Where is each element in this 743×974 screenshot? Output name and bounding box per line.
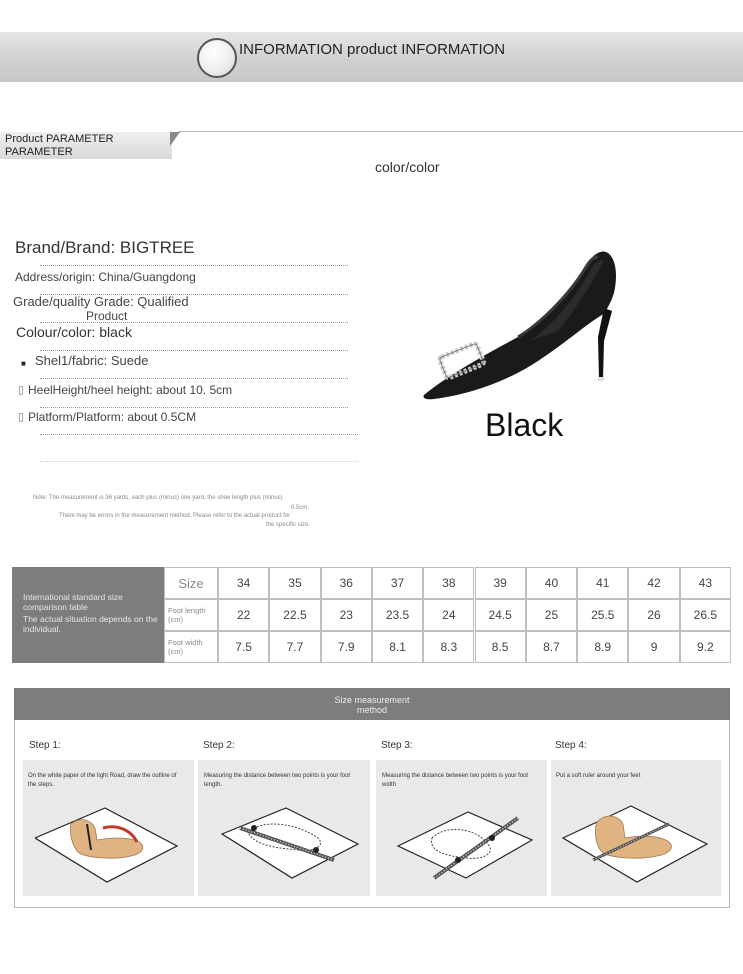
foot-circumference-measure-icon [557,794,717,889]
step-1-text: On the white paper of the light Road, draw the outline of the steps. [28,773,177,788]
spec-divider [40,461,358,462]
size-cell: 38 [423,567,474,599]
size-cell: 35 [269,567,320,599]
color-heading: color/color [375,159,440,175]
foot-outline-drawing-icon [35,794,185,889]
spec-heel-height: HeelHeight/heel height: about 10. 5cm [28,383,233,397]
step-4-text: Put a soft ruler around your feet [556,773,641,779]
foot-length-measure-icon [218,794,368,889]
foot-length-cell: 23.5 [372,599,423,631]
parameter-tab-label [5,133,114,159]
parameter-tab-corner [170,132,180,146]
spec-divider [40,378,348,379]
spec-platform: Platform/Platform: about 0.5CM [28,410,197,424]
note-line-1: Note: The measurement is 36 yards, each plus (minus) one yard, the shoe length plus (minus) [33,495,283,501]
step-2-panel [198,760,370,896]
note-line-3: There may be errors in the measurement method. Please refer to the actual product for [59,513,291,519]
foot-width-cell: 8.5 [475,631,526,663]
size-cell: 43 [680,567,731,599]
size-row-header: Size [164,567,218,599]
step-1-panel [23,760,194,896]
foot-width-cell: 7.5 [218,631,269,663]
spec-fabric: Shel1/fabric: Suede [35,353,149,368]
note-line-2: 0.5cm. [291,505,310,511]
banner-title: INFORMATION product INFORMATION [239,41,506,58]
foot-width-cell: 8.9 [577,631,628,663]
size-table-note: The actual situation depends on the individual. [23,614,158,634]
parameter-tab-line2: PARAMETER [5,146,73,158]
spec-grade: Grade/quality Grade: Qualified [13,294,189,309]
measure-method-header [14,688,730,720]
size-cell: 34 [218,567,269,599]
spec-divider [40,407,348,408]
banner-circle-ornament [197,38,237,78]
spec-colour: Colour/color: black [16,324,132,340]
size-table-side-panel [12,567,164,663]
parameter-tab-line1: Product PARAMETER [5,133,114,145]
box-bullet-icon: ▯ [18,384,25,396]
foot-width-row-header: Foot width (cm) [164,631,218,663]
step-4-panel [551,760,721,896]
spec-divider [40,350,348,351]
size-cell: 36 [321,567,372,599]
foot-length-cell: 24.5 [475,599,526,631]
foot-width-measure-icon [392,794,542,889]
step-3-text: Measuring the distance between two points is your foot width [382,773,529,788]
foot-width-cell: 8.1 [372,631,423,663]
foot-length-cell: 24 [423,599,474,631]
spec-divider [40,265,348,266]
foot-length-cell: 23 [321,599,372,631]
step-3-panel [376,760,547,896]
square-bullet-icon: ■ [21,359,26,368]
foot-width-cell: 7.9 [321,631,372,663]
foot-length-cell: 22.5 [269,599,320,631]
parameter-divider [178,131,743,132]
step-2-text: Measuring the distance between two points is your foot length. [204,773,351,788]
size-cell: 37 [372,567,423,599]
size-table [164,567,731,663]
foot-length-cell: 26 [628,599,679,631]
size-table-title: International standard size comparison table [23,592,123,612]
foot-width-cell: 9 [628,631,679,663]
note-line-4: the specific size. [266,522,311,528]
size-cell: 39 [475,567,526,599]
step-3-label: Step 3: [381,740,413,751]
foot-width-cell: 8.3 [423,631,474,663]
shoe-color-label: Black [485,407,564,443]
spec-origin: Address/origin: China/Guangdong [15,270,196,284]
size-cell: 42 [628,567,679,599]
foot-length-cell: 25.5 [577,599,628,631]
black-pump-shoe-image [418,245,628,405]
foot-width-cell: 9.2 [680,631,731,663]
foot-length-row-header: Foot length (cm) [164,599,218,631]
size-cell: 40 [526,567,577,599]
foot-length-cell: 22 [218,599,269,631]
foot-width-cell: 8.7 [526,631,577,663]
spec-divider [40,322,348,323]
foot-length-cell: 26.5 [680,599,731,631]
size-cell: 41 [577,567,628,599]
measure-method-title: Size measurement method [334,695,410,715]
spec-divider [40,434,358,435]
step-1-label: Step 1: [29,740,61,751]
step-4-label: Step 4: [555,740,587,751]
foot-length-cell: 25 [526,599,577,631]
step-2-label: Step 2: [203,740,235,751]
spec-grade-cont: Product [86,309,128,323]
box-bullet-icon: ▯ [18,411,25,423]
foot-width-cell: 7.7 [269,631,320,663]
spec-brand: Brand/Brand: BIGTREE [15,238,195,257]
